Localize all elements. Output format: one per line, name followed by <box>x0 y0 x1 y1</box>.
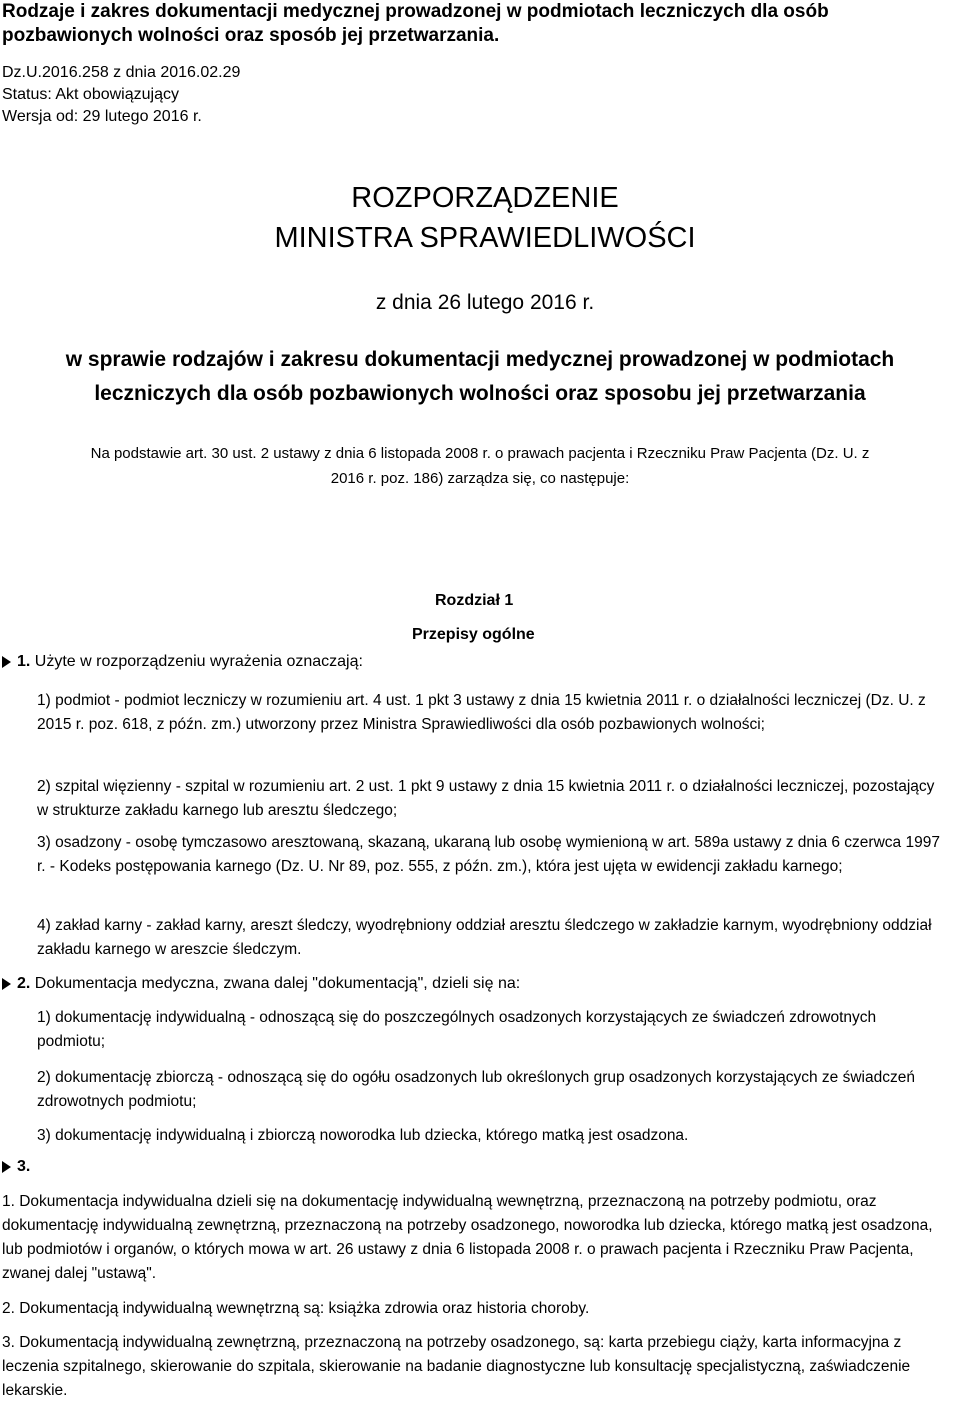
triangle-right-icon <box>2 656 11 668</box>
paragraph-text: Użyte w rozporządzeniu wyrażenia oznaczają: <box>34 653 363 670</box>
chapter-number: Rozdział 1 <box>435 592 514 609</box>
act-subject-line-1: w sprawie rodzajów i zakresu dokumentacji medycznej prowadzonej w podmiotach <box>65 348 895 371</box>
list-item: 3) osadzony - osobę tymczasowo aresztowaną, skazaną, ukaraną lub osobę wymienioną w art. 589a ustawy z dnia 6 czerwca 1997 r. - Kodeks postępowania karnego (Dz. U. Nr 89, poz. 555, z późn. zm.), która jest ujęta w ewidencji zakładu karnego; <box>37 834 940 875</box>
act-issuer: MINISTRA SPRAWIEDLIWOŚCI <box>274 222 696 254</box>
triangle-right-icon <box>2 978 11 990</box>
paragraph-text: Dokumentacja medyczna, zwana dalej "dokumentacją", dzieli się na: <box>34 975 521 992</box>
list-item: 1) dokumentację indywidualną - odnoszącą się do poszczególnych osadzonych korzystających ze świadczeń zdrowotnych podmiotu; <box>37 1009 877 1050</box>
list-item: 4) zakład karny - zakład karny, areszt śledczy, wyodrębniony oddział aresztu śledczego w zakładzie karnym, wyodrębniony oddział zakładu karnego w areszcie śledczym. <box>37 917 932 958</box>
triangle-right-icon <box>2 1161 11 1173</box>
paragraph-number: 1. <box>17 653 31 670</box>
list-item: 2) szpital więzienny - szpital w rozumieniu art. 2 ust. 1 pkt 9 ustawy z dnia 15 kwietnia 2011 r. o działalności leczniczej, pozostający w strukturze zakładu karnego lub aresztu śledczego; <box>37 778 935 819</box>
journal-reference: Dz.U.2016.258 z dnia 2016.02.29 <box>2 64 241 81</box>
document-status: Status: Akt obowiązujący <box>2 86 179 103</box>
paragraph-number: 3. <box>17 1158 31 1175</box>
document-version: Wersja od: 29 lutego 2016 r. <box>2 108 202 125</box>
paragraph-section: 2. Dokumentacją indywidualną wewnętrzną są: książka zdrowia oraz historia choroby. <box>2 1300 590 1317</box>
paragraph-section: 1. Dokumentacja indywidualna dzieli się na dokumentację indywidualną wewnętrzną, przeznaczoną na potrzeby podmiotu, oraz dokumentację indywidualną zewnętrzną, przeznaczoną na potrzeby osadzonego, noworodka lub dziecka, którego matką jest osadzona, lub podmiotów i organów, o których mowa w art. 26 ustawy z dnia 6 listopada 2008 r. o prawach pacjenta i Rzeczniku Praw Pacjenta, zwanej dalej "ustawą". <box>2 1193 933 1282</box>
list-item: 2) dokumentację zbiorczą - odnoszącą się do ogółu osadzonych lub określonych grup osadzonych korzystających ze świadczeń zdrowotnych podmiotu; <box>37 1069 915 1110</box>
paragraph-number: 2. <box>17 975 31 992</box>
paragraph-section: 3. Dokumentacją indywidualną zewnętrzną, przeznaczoną na potrzeby osadzonego, są: karta przebiegu ciąży, karta informacyjna z leczenia szpitalnego, skierowanie do szpitala, skierowanie na badanie diagnostyczne lub konsultację specjalistyczną, zaświadczenie lekarskie. <box>2 1334 911 1399</box>
act-date: z dnia 26 lutego 2016 r. <box>375 291 595 314</box>
list-item: 1) podmiot - podmiot leczniczy w rozumieniu art. 4 ust. 1 pkt 3 ustawy z dnia 15 kwietnia 2011 r. o działalności leczniczej (Dz. U. z 2015 r. poz. 618, z późn. zm.) utworzony przez Ministra Sprawiedliwości dla osób pozbawionych wolności; <box>37 692 926 733</box>
legal-basis-line-2: 2016 r. poz. 186) zarządza się, co następuje: <box>330 470 630 487</box>
act-subject-line-2: leczniczych dla osób pozbawionych wolności oraz sposobu jej przetwarzania <box>94 382 866 405</box>
paragraph-1-heading <box>2 652 363 672</box>
legal-basis-line-1: Na podstawie art. 30 ust. 2 ustawy z dnia 6 listopada 2008 r. o prawach pacjenta i Rzeczniku Praw Pacjenta (Dz. U. z <box>90 445 870 462</box>
chapter-title: Przepisy ogólne <box>412 626 535 643</box>
paragraph-3-heading <box>2 1157 30 1177</box>
list-item: 3) dokumentację indywidualną i zbiorczą noworodka lub dziecka, którego matką jest osadzona. <box>37 1127 689 1144</box>
paragraph-2-heading <box>2 974 520 994</box>
act-type: ROZPORZĄDZENIE <box>351 182 619 214</box>
document-title: Rodzaje i zakres dokumentacji medycznej prowadzonej w podmiotach leczniczych dla osób pozbawionych wolności oraz sposób jej przetwarzania. <box>2 1 829 46</box>
